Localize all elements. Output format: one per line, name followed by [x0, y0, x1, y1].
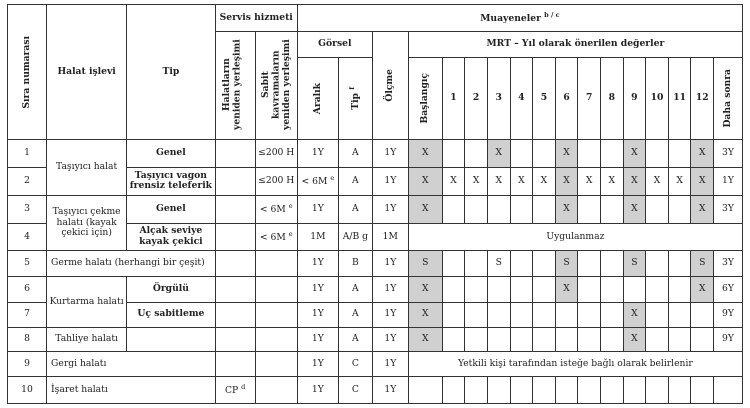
mrt-cell [510, 140, 533, 168]
mrt-cell: X [408, 302, 442, 327]
mrt-cell [510, 327, 533, 352]
rope-function: Taşıyıcı halat [47, 140, 127, 196]
visual-interval: 1Y [297, 302, 338, 327]
mrt-cell [600, 327, 623, 352]
cell: < 6M $^e$ [255, 195, 297, 223]
mrt-cell [487, 377, 510, 404]
mrt-cell [668, 195, 691, 223]
mrt-cell [623, 277, 646, 303]
later-value: 6Y [714, 277, 743, 303]
rope-function: Taşıyıcı çekme halatı (kayak çekici için) [47, 195, 127, 251]
table-body [8, 140, 743, 404]
rope-type: Genel [127, 140, 215, 168]
cell: < 6M $^e$ [255, 223, 297, 251]
rope-type: Örgülü [127, 277, 215, 303]
mrt-cell [465, 277, 488, 303]
header-sira: Sıra numarası [8, 5, 47, 140]
mrt-cell [646, 327, 669, 352]
mrt-cell: X [623, 167, 646, 195]
mrt-cell: S [555, 251, 578, 277]
header-tip-col: Tip $^f$ [338, 57, 372, 139]
visual-type: A/B g [338, 223, 372, 251]
mrt-cell [533, 277, 556, 303]
header-year: 5 [533, 57, 556, 139]
service-relocation [215, 327, 255, 352]
visual-type: A [338, 167, 372, 195]
header-sabit: Sabit kavramaların yeniden yerleşimi [255, 31, 297, 139]
service-relocation [215, 140, 255, 168]
mrt-cell [646, 195, 669, 223]
visual-type: A [338, 140, 372, 168]
mrt-cell [533, 195, 556, 223]
service-relocation [215, 223, 255, 251]
table-row [8, 140, 743, 168]
mrt-cell [600, 302, 623, 327]
mrt-cell: S [408, 251, 442, 277]
measurement: 1Y [372, 195, 408, 223]
mrt-cell [600, 251, 623, 277]
mrt-cell [555, 327, 578, 352]
mrt-cell [442, 277, 465, 303]
mrt-cell [600, 377, 623, 404]
mrt-cell: X [487, 140, 510, 168]
visual-type: A [338, 277, 372, 303]
mrt-cell: X [408, 327, 442, 352]
mrt-cell: X [623, 140, 646, 168]
later-value: 3Y [714, 195, 743, 223]
mrt-cell [442, 377, 465, 404]
mrt-cell [487, 302, 510, 327]
visual-interval: 1Y [297, 327, 338, 352]
measurement: 1Y [372, 352, 408, 377]
rope-inspection-table [7, 4, 743, 404]
header-islev: Halat işlevi [47, 5, 127, 140]
header-gorsel: Görsel [297, 31, 372, 57]
visual-interval: 1Y [297, 140, 338, 168]
header-year: 1 [442, 57, 465, 139]
row-number: 3 [8, 195, 47, 223]
mrt-cell: X [691, 167, 714, 195]
header-baslangic: Başlangıç [408, 57, 442, 139]
mrt-cell [578, 195, 601, 223]
service-relocation [215, 195, 255, 223]
row-number: 5 [8, 251, 47, 277]
mrt-cell [487, 277, 510, 303]
mrt-cell [668, 251, 691, 277]
cell: < 6M $^e$ [297, 167, 338, 195]
rope-type [127, 327, 215, 352]
mrt-cell [600, 140, 623, 168]
service-fixing [255, 327, 297, 352]
later-value: 1Y [714, 167, 743, 195]
later-value: 3Y [714, 251, 743, 277]
mrt-cell: X [691, 140, 714, 168]
mrt-cell [578, 251, 601, 277]
service-fixing: ≤200 H [255, 167, 297, 195]
mrt-cell: X [465, 167, 488, 195]
mrt-cell [465, 377, 488, 404]
later-value: 3Y [714, 140, 743, 168]
visual-interval: 1Y [297, 352, 338, 377]
row-number: 7 [8, 302, 47, 327]
measurement: 1Y [372, 251, 408, 277]
header-year: 3 [487, 57, 510, 139]
mrt-cell [600, 195, 623, 223]
header-mrt: MRT – Yıl olarak önerilen değerler [408, 31, 742, 57]
mrt-cell: X [510, 167, 533, 195]
row-number: 9 [8, 352, 47, 377]
row-number: 1 [8, 140, 47, 168]
rope-type: Alçak seviye kayak çekici [127, 223, 215, 251]
mrt-cell: X [668, 167, 691, 195]
cell: CP $^d$ [215, 377, 255, 404]
table-row [8, 352, 743, 377]
rope-function: Gergi halatı [47, 352, 216, 377]
header-year: 8 [600, 57, 623, 139]
mrt-cell: X [600, 167, 623, 195]
header-olcme: Ölçme [372, 31, 408, 139]
table-row [8, 277, 743, 303]
mrt-cell [646, 140, 669, 168]
rope-type: Genel [127, 195, 215, 223]
mrt-cell: S [623, 251, 646, 277]
mrt-cell [465, 327, 488, 352]
mrt-cell [600, 277, 623, 303]
later-value: 9Y [714, 302, 743, 327]
mrt-cell [487, 195, 510, 223]
mrt-cell [668, 277, 691, 303]
mrt-cell: X [442, 167, 465, 195]
service-fixing [255, 277, 297, 303]
mrt-cell [465, 251, 488, 277]
mrt-cell: X [533, 167, 556, 195]
service-fixing [255, 352, 297, 377]
visual-interval: 1Y [297, 251, 338, 277]
row-number: 2 [8, 167, 47, 195]
measurement: 1Y [372, 140, 408, 168]
mrt-cell [533, 251, 556, 277]
service-relocation [215, 277, 255, 303]
mrt-cell [533, 140, 556, 168]
service-fixing [255, 302, 297, 327]
mrt-cell: S [487, 251, 510, 277]
service-relocation [215, 167, 255, 195]
mrt-cell [510, 195, 533, 223]
mrt-cell [510, 277, 533, 303]
visual-interval: 1Y [297, 377, 338, 404]
header-servis: Servis hizmeti [215, 5, 297, 32]
mrt-cell: X [623, 302, 646, 327]
mrt-cell [442, 327, 465, 352]
mrt-cell [533, 302, 556, 327]
mrt-cell [578, 140, 601, 168]
row-number: 10 [8, 377, 47, 404]
mrt-cell [465, 195, 488, 223]
visual-interval: 1M [297, 223, 338, 251]
header-year: 2 [465, 57, 488, 139]
measurement: 1Y [372, 302, 408, 327]
header-year: 6 [555, 57, 578, 139]
mrt-cell [555, 377, 578, 404]
mrt-cell [578, 302, 601, 327]
header-muayeneler: Muayeneler $^{b / c}$ [297, 5, 742, 32]
mrt-cell: X [408, 140, 442, 168]
table-row [8, 195, 743, 223]
rope-function: İşaret halatı [47, 377, 216, 404]
mrt-cell [510, 302, 533, 327]
rope-function: Germe halatı (herhangi bir çeşit) [47, 251, 216, 277]
header-year: 12 [691, 57, 714, 139]
measurement: 1Y [372, 277, 408, 303]
mrt-cell [646, 302, 669, 327]
mrt-cell: X [555, 167, 578, 195]
later-value [714, 377, 743, 404]
mrt-cell: S [691, 251, 714, 277]
mrt-cell [668, 302, 691, 327]
rope-type: Taşıyıcı vagon frensiz teleferik [127, 167, 215, 195]
mrt-cell [646, 377, 669, 404]
visual-type: A [338, 327, 372, 352]
mrt-cell [533, 377, 556, 404]
mrt-cell: X [623, 327, 646, 352]
visual-type: C [338, 377, 372, 404]
mrt-cell: X [623, 195, 646, 223]
mrt-cell [442, 302, 465, 327]
visual-type: C [338, 352, 372, 377]
rope-function: Kurtarma halatı [47, 277, 127, 328]
mrt-cell [578, 377, 601, 404]
row-number: 8 [8, 327, 47, 352]
header-year: 4 [510, 57, 533, 139]
measurement: 1Y [372, 167, 408, 195]
measurement: 1Y [372, 327, 408, 352]
table-row [8, 377, 743, 404]
mrt-cell [691, 302, 714, 327]
table-row [8, 251, 743, 277]
mrt-cell [691, 377, 714, 404]
header-year: 9 [623, 57, 646, 139]
mrt-cell [510, 251, 533, 277]
table-row [8, 327, 743, 352]
mrt-cell [578, 327, 601, 352]
mrt-cell: X [555, 195, 578, 223]
mrt-cell [533, 327, 556, 352]
mrt-cell [408, 377, 442, 404]
mrt-cell: X [646, 167, 669, 195]
mrt-cell: X [408, 195, 442, 223]
mrt-cell [578, 277, 601, 303]
mrt-cell [623, 377, 646, 404]
service-relocation [215, 352, 255, 377]
header-year: 7 [578, 57, 601, 139]
mrt-cell [668, 377, 691, 404]
visual-type: A [338, 195, 372, 223]
header-year: 11 [668, 57, 691, 139]
visual-type: A [338, 302, 372, 327]
header-daha-sonra: Daha sonra [714, 57, 743, 139]
header-year: 10 [646, 57, 669, 139]
mrt-cell [442, 251, 465, 277]
service-relocation [215, 251, 255, 277]
mrt-cell: X [691, 195, 714, 223]
mrt-cell: X [578, 167, 601, 195]
mrt-cell [555, 302, 578, 327]
mrt-cell: X [691, 277, 714, 303]
service-relocation [215, 302, 255, 327]
note-cell: Uygulanmaz [408, 223, 742, 251]
visual-interval: 1Y [297, 195, 338, 223]
row-number: 6 [8, 277, 47, 303]
service-fixing [255, 377, 297, 404]
header-yeniden: Halatların yeniden yerleşimi [215, 31, 255, 139]
mrt-cell [442, 195, 465, 223]
header-aralik: Aralık [297, 57, 338, 139]
rope-type: Uç sabitleme [127, 302, 215, 327]
mrt-cell: X [487, 167, 510, 195]
note-cell: Yetkili kişi tarafından isteğe bağlı olarak belirlenir [408, 352, 742, 377]
mrt-cell [691, 327, 714, 352]
measurement: 1Y [372, 377, 408, 404]
mrt-cell [465, 302, 488, 327]
mrt-cell: X [555, 277, 578, 303]
mrt-cell [646, 251, 669, 277]
later-value: 9Y [714, 327, 743, 352]
mrt-cell: X [408, 277, 442, 303]
rope-function: Tahliye halatı [47, 327, 127, 352]
mrt-cell [487, 327, 510, 352]
mrt-cell: X [555, 140, 578, 168]
mrt-cell [646, 277, 669, 303]
measurement: 1M [372, 223, 408, 251]
service-fixing [255, 251, 297, 277]
mrt-cell [442, 140, 465, 168]
header-tip: Tip [127, 5, 215, 140]
mrt-cell [510, 377, 533, 404]
mrt-cell [465, 140, 488, 168]
visual-interval: 1Y [297, 277, 338, 303]
service-fixing: ≤200 H [255, 140, 297, 168]
row-number: 4 [8, 223, 47, 251]
mrt-cell [668, 140, 691, 168]
visual-type: B [338, 251, 372, 277]
mrt-cell: X [408, 167, 442, 195]
mrt-cell [668, 327, 691, 352]
